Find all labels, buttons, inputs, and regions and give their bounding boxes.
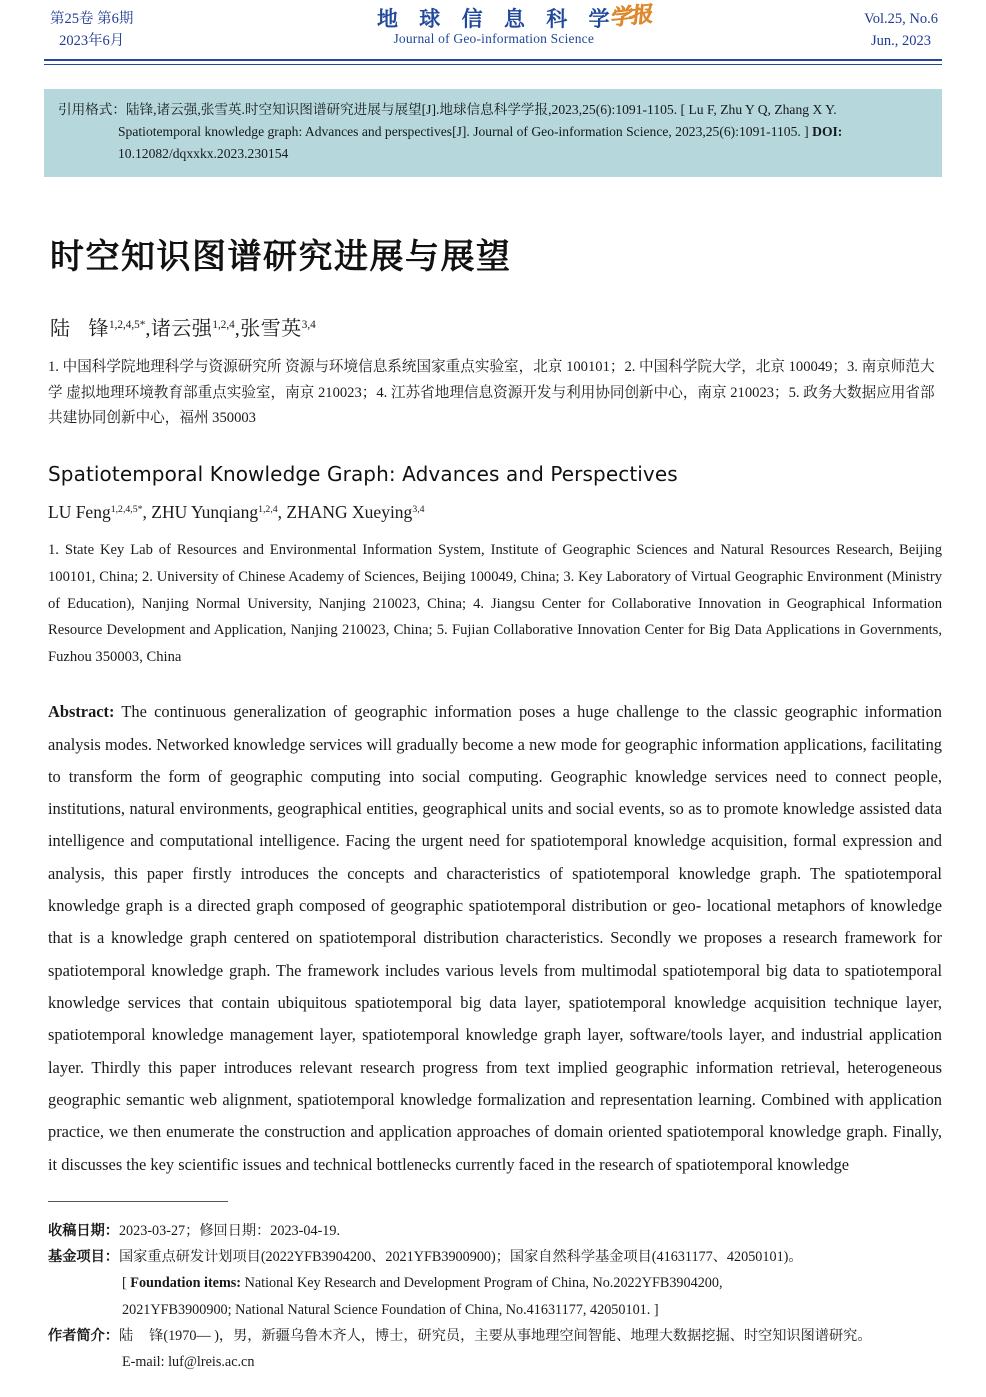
- footnotes-section: [48, 1218, 942, 1376]
- author-en-3-name: ZHANG Xueying: [286, 502, 413, 523]
- citation-text-cn: 陆锋,诸云强,张雪英.时空知识图谱研究进展与展望[J].地球信息科学学报,2023,25(6):1091-1105. [ Lu F, Zhu Y Q, Zhang X Y.: [125, 101, 837, 117]
- author-email[interactable]: E-mail: luf@lreis.ac.cn: [122, 1354, 255, 1371]
- page-title-cn: 时空知识图谱研究进展与展望: [50, 236, 512, 277]
- footnote-divider: [48, 1201, 228, 1202]
- fund-value: 国家重点研发计划项目(2022YFB3904200、2021YFB3900900)；国家自然科学基金项目(41631177、42050101)。: [118, 1249, 803, 1266]
- author-en-1-name: LU Feng: [48, 502, 111, 523]
- masthead: [44, 0, 942, 54]
- journal-logo: [371, 1, 653, 47]
- author-en-1: [48, 502, 143, 522]
- affiliations-en: 1. State Key Lab of Resources and Environmental Information System, Institute of Geographic Sciences and Natural Resources Research, Beijing 100101, China; 2. University of Chinese Academy of Sciences, Beijing 100049, China; 3. Key Laboratory of Virtual Geographic Environment (Ministry of Education), Nanjing Normal University, Nanjing 210023, China; 4. Jiangsu Center for Collaborative Innovation in Geographical Information Resource Development and Application, Nanjing 210023, China; 5. Fujian Collaborative Innovation Center for Big Data Applications in Governments, Fuzhou 350003, China: [48, 542, 942, 665]
- journal-title-cn: 地 球 信 息 科 学: [376, 7, 617, 31]
- author-en-2-sup: 1,2,4: [258, 504, 278, 516]
- volume-en-line2: Jun., 2023: [871, 33, 932, 50]
- author-cn-2-sup: 1,2,4: [212, 318, 235, 331]
- received-date-value: 2023-03-27；修回日期：2023-04-19.: [118, 1222, 341, 1239]
- author-en-3-sup: 3,4: [412, 504, 425, 516]
- foundation-items-label: Foundation items:: [130, 1275, 242, 1292]
- authors-en: LU Feng$^{1,2,4,5*}$, ZHU Yunqiang$^{1,2,4}$, ZHANG Xueying$^{3,4}$: [48, 502, 425, 523]
- author-en-1-sup: 1,2,4,5*: [110, 504, 143, 516]
- author-cn-2-name: 诸云强: [150, 317, 213, 340]
- doi-label: DOI:: [812, 123, 843, 139]
- citation-label: 引用格式：: [58, 101, 126, 117]
- fund-line: [48, 1244, 942, 1270]
- foundation-bracket: [: [122, 1275, 127, 1292]
- masthead-volume-cn: [44, 8, 133, 52]
- author-bio-given: 锋: [149, 1327, 164, 1344]
- citation-box: [44, 89, 942, 177]
- volume-cn-line2: 2023年6月: [59, 33, 125, 50]
- citation-line-1: [58, 99, 928, 121]
- author-en-2-name: ZHU Yunqiang: [151, 502, 259, 523]
- journal-title-en: Journal of Geo-information Science: [393, 31, 595, 47]
- foundation-items-line2: 2021YFB3900900; National Natural Science Foundation of China, No.41631177, 42050101. ]: [122, 1301, 659, 1318]
- foundation-items-text1: National Key Research and Development Program of China, No.2022YFB3904200,: [244, 1275, 723, 1292]
- volume-cn-line1: 第25卷 第6期: [50, 11, 134, 27]
- author-cn-3: [240, 318, 315, 340]
- abstract-label: Abstract:: [48, 702, 115, 722]
- foundation-items-line1: [48, 1270, 942, 1296]
- citation-line-2: [58, 121, 928, 143]
- author-cn-1-sup: 1,2,4,5*: [109, 318, 146, 331]
- author-en-3: [286, 502, 424, 522]
- abstract-section: [48, 696, 942, 1181]
- fund-label: 基金项目：: [48, 1249, 119, 1266]
- authors-cn: 陆 锋$^{1,2,4,5*}$,诸云强$^{1,2,4}$,张雪英$^{3,4}$: [50, 317, 316, 340]
- author-cn-3-sup: 3,4: [301, 318, 316, 331]
- author-en-2: [151, 502, 277, 522]
- author-bio-label: 作者简介：: [48, 1327, 119, 1344]
- citation-line-3: [58, 143, 928, 165]
- author-bio-surname: 陆: [118, 1327, 134, 1344]
- author-bio-line: [48, 1323, 942, 1349]
- received-date-label: 收稿日期：: [48, 1222, 119, 1239]
- author-bio-value: (1970— )，男，新疆乌鲁木齐人，博士，研究员，主要从事地理空间智能、地理大数据挖掘、时空知识图谱研究。: [163, 1327, 872, 1344]
- affiliations-cn: 1. 中国科学院地理科学与资源研究所 资源与环境信息系统国家重点实验室，北京 100101；2. 中国科学院大学，北京 100049；3. 南京师范大学 虚拟地理环境教育部重点实验室，南京 210023；4. 江苏省地理信息资源开发与利用协同创新中心，南京 210023；5. 政务大数据应用省部共建协同创新中心，福州 350003: [48, 358, 935, 427]
- masthead-volume-en: [864, 8, 942, 52]
- doi-value[interactable]: 10.12082/dqxxkx.2023.230154: [118, 145, 289, 161]
- abstract-text: The continuous generalization of geographic information poses a huge challenge to the classic geographic information analysis modes. Networked knowledge services will gradually become a new mode for geographic information applications, facilitating to transform the form of geographic computing into social computing. Geographic knowledge services need to connect people, institutions, natural environments, geographical entities, geographical units and social events, so as to promote knowledge assisted data intelligence and computational intelligence. Facing the urgent need for spatiotemporal knowledge acquisition, formal expression and analysis, this paper firstly introduces the concepts and characteristics of spatiotemporal knowledge graph. The spatiotemporal knowledge graph is a directed graph composed of geographic spatiotemporal distribution or geo- locational metaphors of knowledge that is a knowledge graph centered on spatiotemporal distribution characteristics. Secondly we proposes a research framework for spatiotemporal knowledge graph. The framework includes various levels from multimodal spatiotemporal big data to spatiotemporal knowledge services that contain ubiquitous spatiotemporal big data layer, spatiotemporal knowledge acquisition technique layer, spatiotemporal knowledge management layer, spatiotemporal knowledge graph layer, software/tools layer, and industrial application layer. Thirdly this paper introduces relevant research progress from text implied geographic information retrieval, heterogeneous geographic semantic web alignment, spatiotemporal knowledge formalization and representation learning. Combined with application practice, we then enumerate the construction and application approaches of domain oriented spatiotemporal knowledge graph. Finally, it discusses the key scientific issues and technical bottlenecks currently faced in the research of spatiotemporal knowledge: [48, 702, 942, 1174]
- author-cn-2: [151, 318, 235, 340]
- volume-en-line1: Vol.25, No.6: [864, 11, 938, 27]
- author-cn-1-surname: 陆: [50, 317, 71, 340]
- received-date-line: [48, 1218, 942, 1244]
- author-cn-3-name: 张雪英: [240, 317, 302, 340]
- author-cn-1-given: 锋: [88, 317, 109, 340]
- header-divider: [44, 59, 942, 65]
- author-cn-1: [50, 318, 145, 340]
- citation-text-en: Spatiotemporal knowledge graph: Advances and perspectives[J]. Journal of Geo-information Science, 2023,25(6):1091-1105. ]: [118, 123, 809, 139]
- journal-seal-calligraphy-icon: 学报: [608, 1, 653, 32]
- page-title-en: Spatiotemporal Knowledge Graph: Advances and Perspectives: [48, 462, 678, 487]
